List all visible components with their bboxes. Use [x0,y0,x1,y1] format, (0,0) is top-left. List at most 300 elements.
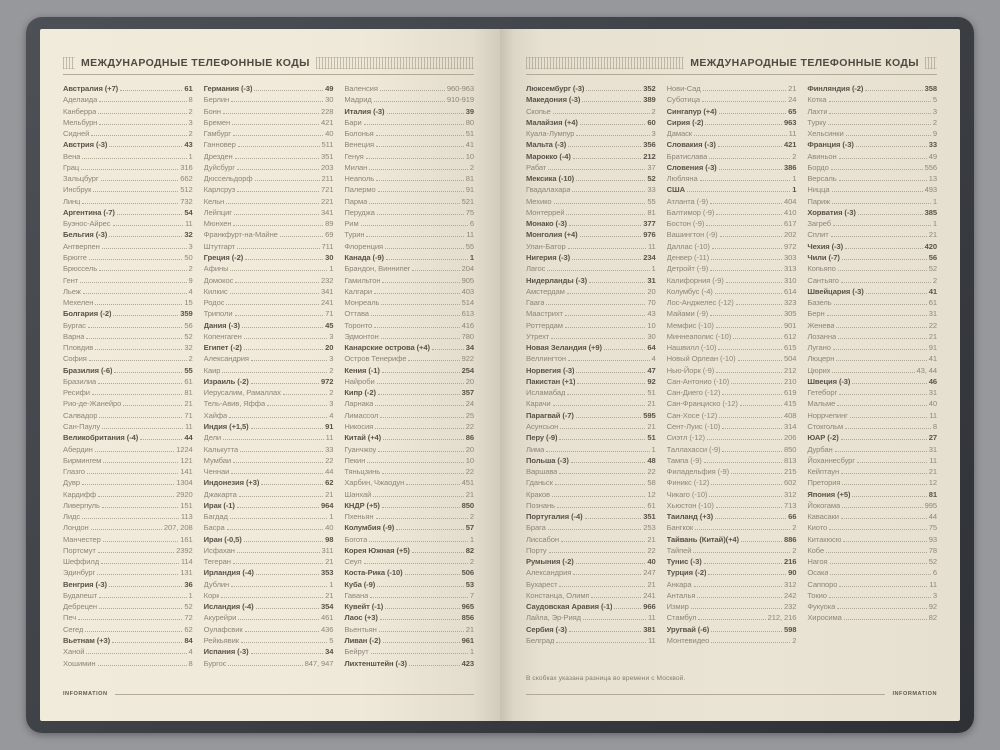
dot-leader [93,191,178,192]
dot-leader [718,146,782,147]
city-row [63,478,193,489]
entry-name: Милан [344,162,368,172]
entry-name: Валенсия [344,84,378,93]
city-row [807,219,937,230]
dot-leader [695,529,790,530]
codes-column [63,84,193,670]
city-row [63,422,193,433]
entry-code: 89 [325,219,334,229]
header-rule [63,74,474,75]
entry-name: Флоренция [344,241,384,251]
dot-leader [706,225,782,226]
entry-code: 228 [320,106,334,116]
city-row [807,95,937,106]
city-row [204,354,334,365]
entry-name: Ливерпуль [63,500,100,510]
city-row [344,456,474,467]
entry-code: 995 [924,500,938,510]
country-row [526,557,656,568]
entry-name: Зальцбург [63,174,99,184]
country-row [526,366,656,377]
city-row [63,377,193,388]
entry-name: Роттердам [526,320,563,330]
entry-name: Балтимор (-9) [666,207,715,217]
entry-code: 21 [647,399,656,409]
entry-name: Лондон [63,523,89,533]
entry-code: 357 [461,388,475,398]
city-row [204,242,334,253]
entry-name: Бейрут [344,647,369,657]
dot-leader [842,507,923,508]
entry-name: Констанца, Олимп [526,590,590,600]
dot-leader [239,496,323,497]
dot-leader [740,405,782,406]
entry-name: Ирландия (-4) [203,568,254,578]
city-row [667,129,797,140]
dot-leader [839,158,927,159]
country-row [526,343,656,354]
city-row [667,321,797,332]
entry-code: 423 [461,658,475,668]
entry-name: Гетеборг [807,388,838,398]
entry-code: 2 [188,354,193,364]
entry-name: КНДР (+5) [344,500,380,510]
entry-name: Швейцария (-3) [807,286,864,296]
entry-code: 203 [320,162,334,172]
city-row [526,309,656,320]
entry-code: 21 [325,590,334,600]
entry-name: Чили (-7) [807,252,840,262]
dot-leader [836,327,926,328]
dot-leader [826,552,927,553]
dot-leader [719,113,786,114]
dot-leader [831,169,923,170]
entry-name: Утрехт [526,331,550,341]
dot-leader [378,451,464,452]
entry-name: Пакистан (+1) [526,376,576,386]
entry-name: Япония (+5) [807,489,851,499]
city-row [204,636,334,647]
entry-code: 21 [647,534,656,544]
entry-name: Калифорния (-9) [666,275,724,285]
city-row [667,174,797,185]
city-row [63,445,193,456]
city-row [807,354,937,365]
dot-leader [367,462,463,463]
entry-code: 711 [321,241,334,251]
dot-leader [245,631,319,632]
city-row [526,107,656,118]
entry-name: Австралия (+7) [63,84,119,93]
entry-name: Кобе [807,545,825,555]
entry-name: Лугано [807,343,831,353]
entry-code: 421 [320,117,334,127]
city-row [667,208,797,219]
dot-leader [741,541,782,542]
city-row [63,501,193,512]
entry-name: Ливан (-2) [344,636,381,646]
entry-name: Триполи [203,309,233,319]
city-row [204,512,334,523]
entry-name: Колумбус (-4) [666,286,713,296]
dot-leader [109,586,183,587]
country-row [667,512,797,523]
city-row [63,298,193,309]
dot-leader [841,282,931,283]
entry-name: Мумбаи [203,455,231,465]
city-row [667,276,797,287]
dot-leader [704,462,782,463]
entry-code: 316 [180,162,193,172]
country-row [667,568,797,579]
entry-code: 976 [643,230,656,240]
country-row [526,276,656,287]
entry-name: Харбин, Чжаодун [344,478,405,488]
city-row [344,490,474,501]
country-row [63,208,193,219]
dot-leader [589,282,645,283]
entry-code: 966 [643,602,656,612]
dot-leader [710,203,782,204]
dot-leader [251,360,327,361]
entry-code: 21 [928,467,938,477]
entry-name: Детройт (-9) [666,264,709,274]
dot-leader [377,214,464,215]
entry-name: Абердин [63,444,93,454]
city-row [344,625,474,636]
entry-code: 91 [928,343,938,353]
dot-leader [731,383,782,384]
dot-leader [88,327,183,328]
entry-code: 207, 208 [163,523,193,533]
entry-name: Франция (-3) [807,140,854,150]
page-left [40,29,500,721]
dot-leader [99,101,186,102]
entry-code: 30 [325,95,334,105]
entry-name: Кения (-1) [344,365,380,375]
entry-name: Бразилиа [63,376,97,386]
entry-code: 22 [465,421,475,431]
entry-name: Оттава [344,309,369,319]
country-row [807,84,937,95]
entry-code: 141 [180,467,193,477]
entry-name: Нашвилл (-10) [666,343,717,353]
city-row [204,467,334,478]
entry-code: 49 [928,151,938,161]
entry-code: 61 [928,298,938,308]
dot-leader [99,124,186,125]
entry-code: 2 [329,388,334,398]
entry-name: Майами (-9) [666,309,709,319]
dot-leader [103,462,178,463]
entry-name: Мадрид [344,95,372,105]
entry-code: 1 [651,264,656,274]
dot-leader [114,372,182,373]
entry-code: 7 [469,590,475,600]
entry-name: Лейпциг [203,207,232,217]
city-row [526,613,656,624]
entry-name: Словакия (-3) [666,140,716,150]
dot-leader [366,236,464,237]
dot-leader [237,507,319,508]
dot-leader [710,315,782,316]
entry-name: Кельн [203,196,225,206]
entry-name: Хельсинки [807,129,844,139]
entry-name: Филадельфия (-9) [666,467,730,477]
dot-leader [700,180,791,181]
dot-leader [846,135,931,136]
entry-code: 850 [783,444,797,454]
entry-code: 2 [329,365,334,375]
entry-name: Турция (-2) [666,568,707,578]
country-row [204,602,334,613]
dot-leader [705,124,781,125]
dot-leader [716,214,782,215]
entry-code: 22 [928,320,938,330]
entry-name: Новая Зеландия (+9) [526,343,602,353]
entry-code: 90 [788,568,797,578]
entry-name: Базель [807,298,832,308]
entry-code: 32 [184,343,193,353]
dot-leader [829,101,931,102]
entry-code: 3 [188,117,193,127]
dot-leader [244,338,328,339]
entry-code: 910-919 [446,95,475,105]
country-row [807,253,937,264]
entry-code: 21 [928,230,938,240]
city-row [63,591,193,602]
notebook-cover [26,17,974,733]
dot-leader [81,169,178,170]
entry-name: Тампа (-9) [666,455,702,465]
entry-code: 40 [928,399,938,409]
entry-code: 504 [783,354,797,364]
country-row [526,95,656,106]
dot-leader [109,236,182,237]
city-row [63,613,193,624]
dot-leader [711,642,790,643]
entry-code: 41 [928,354,938,364]
city-row [63,399,193,410]
country-row [204,84,334,95]
dot-leader [845,428,931,429]
entry-code: 11 [325,433,334,443]
entry-code: 93 [928,534,938,544]
city-row [526,422,656,433]
entry-code: 52 [928,557,938,567]
entry-name: Исфахан [203,545,235,555]
entry-code: 354 [320,602,334,612]
entry-name: Багдад [203,512,228,522]
entry-code: 2 [469,162,475,172]
entry-name: Анкара [666,579,692,589]
entry-code: 1 [932,196,938,206]
dot-leader [736,304,782,305]
city-row [807,591,937,602]
entry-name: Претория [807,478,841,488]
dot-leader [380,619,460,620]
dot-leader [382,507,460,508]
entry-name: Канада (-9) [344,252,384,262]
entry-name: Сан-Хосе (-12) [666,410,718,420]
dot-leader [380,90,445,91]
city-row [807,580,937,591]
dot-leader [385,248,464,249]
entry-name: Лос-Анджелес (-12) [666,298,734,308]
dot-leader [841,518,927,519]
country-row [526,253,656,264]
dot-leader [866,293,927,294]
entry-code: 84 [184,636,193,646]
city-row [63,388,193,399]
dot-leader [261,484,323,485]
entry-name: Кувейт (-1) [344,602,384,612]
entry-code: 91 [325,421,334,431]
entry-name: Чехия (-3) [807,241,844,251]
dot-leader [233,225,323,226]
dot-leader [555,484,646,485]
dot-leader [387,113,464,114]
city-row [807,568,937,579]
dot-leader [102,248,187,249]
entry-code: 204 [461,264,475,274]
entry-name: Великобритания (-4) [63,433,139,443]
entry-name: Париж [807,196,831,206]
city-row [667,523,797,534]
entry-code: 10 [465,455,475,465]
country-row [526,140,656,151]
country-row [667,163,797,174]
entry-name: Даллас (-10) [666,241,710,251]
entry-code: 55 [465,241,475,251]
city-row [344,411,474,422]
dot-leader [568,146,641,147]
entry-name: Польша (-3) [526,455,569,465]
entry-name: Саудовская Аравия (-1) [526,602,613,612]
entry-code: 2 [792,636,797,646]
entry-name: Родос [203,298,225,308]
entry-code: 54 [184,207,193,217]
dot-leader [95,451,174,452]
dot-leader [553,405,646,406]
entry-name: Гамбург [203,129,231,139]
entry-name: Александрия [203,354,249,364]
entry-code: 69 [325,230,334,240]
city-row [204,445,334,456]
entry-name: Льеж [63,286,81,296]
city-row [63,546,193,557]
entry-code: 8 [188,658,193,668]
city-row [807,118,937,129]
entry-name: Сан-Паулу [63,421,101,431]
dot-leader [568,248,646,249]
entry-code: 70 [647,298,656,308]
entry-code: 60 [647,117,656,127]
dot-leader [577,383,645,384]
city-row [204,366,334,377]
entry-code: 33 [647,185,656,195]
entry-name: Перу (-9) [526,433,558,443]
entry-code: 310 [783,275,797,285]
entry-code: 901 [783,320,797,330]
city-row [63,185,193,196]
dot-leader [241,642,327,643]
entry-name: Версаль [807,174,837,184]
city-row [807,445,937,456]
city-row [526,490,656,501]
entry-code: 404 [783,196,797,206]
entry-code: 52 [928,264,938,274]
city-row [63,512,193,523]
city-row [667,242,797,253]
country-row [63,366,193,377]
entry-name: Бремен [203,117,231,127]
entry-code: 4 [188,286,193,296]
dot-leader [722,394,782,395]
entry-name: Измир [666,602,689,612]
country-row [807,287,937,298]
city-row [344,467,474,478]
entry-code: 850 [461,500,475,510]
entry-name: Турин [344,230,365,240]
entry-name: Мельбурн [63,117,98,127]
city-row [526,580,656,591]
entry-code: 615 [783,343,797,353]
entry-name: Ченнаи [203,467,230,477]
dot-leader [87,473,178,474]
dot-leader [230,518,327,519]
entry-code: 58 [647,478,656,488]
entry-code: 1 [188,151,193,161]
dot-leader [827,315,927,316]
entry-code: 232 [320,275,334,285]
entry-name: Ганновер [203,140,236,150]
entry-code: 4 [329,410,334,420]
dot-leader [280,236,323,237]
dot-leader [604,349,646,350]
entry-name: Сан-Франциско (-12) [666,399,738,409]
dot-leader [835,451,927,452]
dot-leader [231,101,323,102]
dot-leader [256,574,319,575]
city-row [807,523,937,534]
city-row [807,399,937,410]
dot-leader [832,191,923,192]
country-row [667,118,797,129]
city-row [63,219,193,230]
entry-name: Женева [807,320,835,330]
entry-code: 64 [647,343,656,353]
entry-code: 31 [928,309,938,319]
entry-code: 323 [783,298,797,308]
entry-name: Колумбия (-9) [344,523,395,533]
city-row [667,287,797,298]
country-row [63,84,193,95]
entry-name: Индонезия (+3) [203,478,260,488]
country-row [63,580,193,591]
dot-leader [91,135,186,136]
city-row [344,118,474,129]
city-row [667,332,797,343]
entry-code: 39 [465,106,475,116]
entry-name: Краков [526,489,550,499]
entry-code: 11 [647,636,656,646]
entry-code: 51 [647,388,656,398]
entry-code: 9 [188,275,193,285]
city-row [63,152,193,163]
entry-code: 886 [783,534,797,544]
dot-leader [101,180,179,181]
